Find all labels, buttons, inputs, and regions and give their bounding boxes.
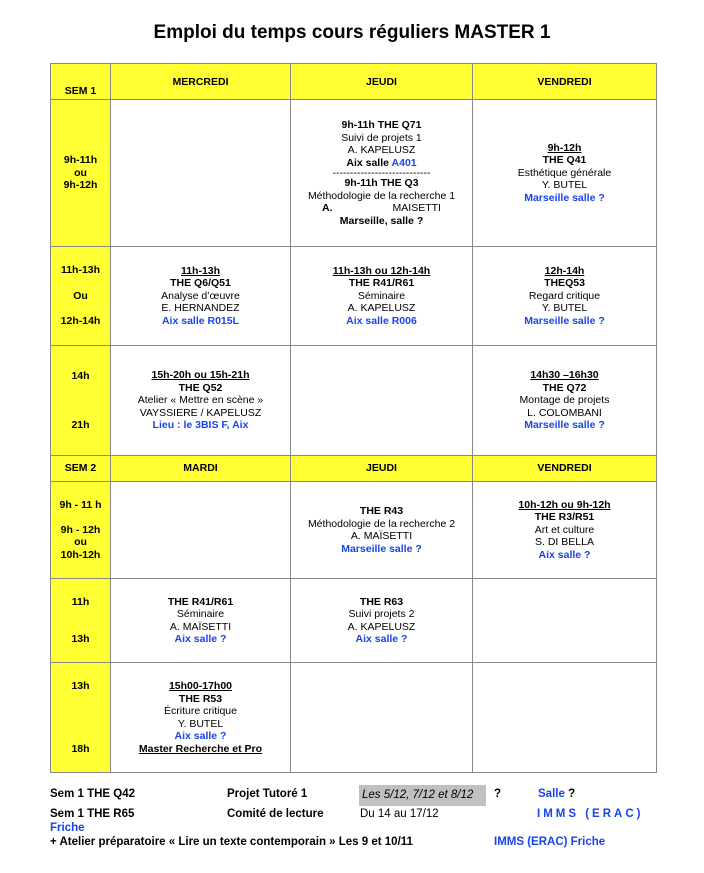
- course-cell: THE R41/R61 Séminaire A. MAÏSETTI Aix salle ?: [111, 579, 291, 663]
- course-cell: THE R63 Suivi projets 2 A. KAPELUSZ Aix salle ?: [291, 579, 473, 663]
- course-cell: 15h-20h ou 15h-21h THE Q52 Atelier « Mettre en scène » VAYSSIERE / KAPELUSZ Lieu : le 3BIS F, Aix: [111, 346, 291, 456]
- footer-salle: Salle ?: [538, 788, 576, 800]
- course-cell: THE R43 Méthodologie de la recherche 2 A. MAÏSETTI Marseille salle ?: [291, 482, 473, 579]
- day-vendredi: VENDREDI: [473, 456, 657, 482]
- page-title: Emploi du temps cours réguliers MASTER 1: [153, 22, 551, 43]
- day-mardi: MARDI: [111, 456, 291, 482]
- cell-empty: [111, 100, 291, 247]
- day-mercredi: MERCREDI: [111, 64, 291, 100]
- day-jeudi: JEUDI: [291, 64, 473, 100]
- course-cell: 12h-14h THEQ53 Regard critique Y. BUTEL Marseille salle ?: [473, 247, 657, 346]
- footer-atelier: + Atelier préparatoire « Lire un texte contemporain » Les 9 et 10/11: [50, 836, 413, 848]
- footer-comite: Comité de lecture: [227, 808, 324, 820]
- course-cell: 15h00-17h00 THE R53 Écriture critique Y. BUTEL Aix salle ? Master Recherche et Pro: [111, 663, 291, 773]
- time-slot: 13h 18h: [51, 663, 111, 773]
- course-cell: 9h-11h THE Q71 Suivi de projets 1 A. KAPELUSZ Aix salle A401 ---------------------------- 9h-11h THE Q3 Méthodologie de la recherche 1 A. MAISETTI Marseille, salle ?: [291, 100, 473, 247]
- day-vendredi: VENDREDI: [473, 64, 657, 100]
- sem1-row-3: [51, 346, 657, 456]
- sem1-label: SEM 1: [51, 64, 111, 100]
- sem2-row-1: [51, 482, 657, 579]
- footer-dates: Du 14 au 17/12: [360, 808, 439, 820]
- footer-dates-highlight: Les 5/12, 7/12 et 8/12: [359, 785, 486, 806]
- time-slot: 9h - 11 h 9h - 12h ou 10h-12h: [51, 482, 111, 579]
- sem2-row-2: [51, 579, 657, 663]
- sem1-row-2: [51, 247, 657, 346]
- course-cell: 9h-12h THE Q41 Esthétique générale Y. BUTEL Marseille salle ?: [473, 100, 657, 247]
- course-cell: 11h-13h THE Q6/Q51 Analyse d’œuvre E. HERNANDEZ Aix salle R015L: [111, 247, 291, 346]
- sem2-header-row: [51, 456, 657, 482]
- time-slot: 9h-11h ou 9h-12h: [51, 100, 111, 247]
- day-jeudi: JEUDI: [291, 456, 473, 482]
- cell-empty: [111, 482, 291, 579]
- cell-empty: [473, 663, 657, 773]
- course-cell: 14h30 –16h30 THE Q72 Montage de projets L. COLOMBANI Marseille salle ?: [473, 346, 657, 456]
- time-slot: 11h-13h Ou 12h-14h: [51, 247, 111, 346]
- footer-question: ?: [494, 788, 502, 800]
- cell-empty: [291, 663, 473, 773]
- sem1-row-1: [51, 100, 657, 247]
- footer-friche: Friche: [50, 822, 85, 834]
- time-slot: 11h 13h: [51, 579, 111, 663]
- footer-imms: IMMS (ERAC): [537, 808, 644, 820]
- course-cell: 10h-12h ou 9h-12h THE R3/R51 Art et culture S. DI BELLA Aix salle ?: [473, 482, 657, 579]
- footer-imms-friche: IMMS (ERAC) Friche: [494, 836, 606, 848]
- sem1-header-row: [51, 64, 657, 100]
- footer-projet-tutore: Projet Tutoré 1: [227, 788, 308, 800]
- cell-empty: [291, 346, 473, 456]
- timetable: [50, 63, 657, 773]
- footer-course-r65: Sem 1 THE R65: [50, 808, 135, 820]
- time-slot: 14h 21h: [51, 346, 111, 456]
- footer-course-q42: Sem 1 THE Q42: [50, 788, 136, 800]
- cell-empty: [473, 579, 657, 663]
- sem2-label: SEM 2: [51, 456, 111, 482]
- course-cell: 11h-13h ou 12h-14h THE R41/R61 Séminaire A. KAPELUSZ Aix salle R006: [291, 247, 473, 346]
- sem2-row-3: [51, 663, 657, 773]
